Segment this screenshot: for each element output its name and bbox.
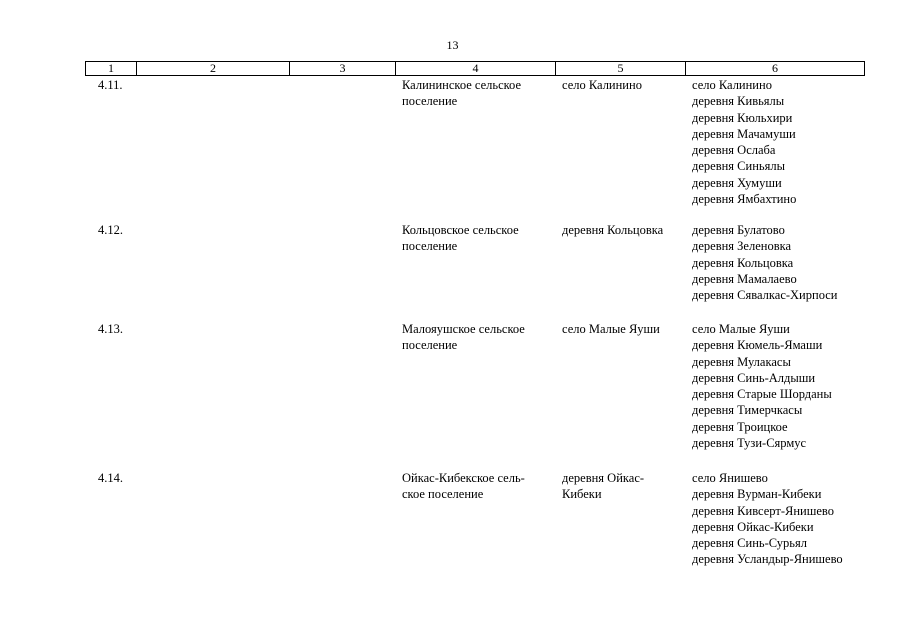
locality-item: деревня Ойкас-Кибеки xyxy=(692,519,814,534)
row-number: 4.12. xyxy=(98,223,123,237)
column-number-3: 3 xyxy=(290,62,396,76)
locality-item: деревня Синь-Алдыши xyxy=(692,370,816,385)
locality-item: деревня Тимерчкасы xyxy=(692,403,803,418)
row-number: 4.14. xyxy=(98,471,123,485)
row-number: 4.13. xyxy=(98,322,123,336)
settlement-name xyxy=(402,321,552,354)
administrative-center xyxy=(562,77,680,93)
locality-item: деревня Сявалкас-Хирпоси xyxy=(692,288,838,303)
administrative-center-line: деревня Кольцовка xyxy=(562,223,664,237)
locality-item: деревня Мулакасы xyxy=(692,354,791,369)
locality-item: деревня Старые Шорданы xyxy=(692,387,832,402)
locality-item: деревня Ямбахтино xyxy=(692,192,797,207)
locality-item: деревня Ослаба xyxy=(692,143,776,158)
locality-list xyxy=(692,470,892,568)
administrative-center xyxy=(562,321,680,337)
locality-item: деревня Усландыр-Янишево xyxy=(692,552,843,567)
settlement-name-line: поселение xyxy=(402,94,458,109)
locality-item: деревня Мачамуши xyxy=(692,126,796,141)
row-number: 4.11. xyxy=(98,78,123,92)
settlement-name-line: Малояушское сельское xyxy=(402,322,525,336)
table-row xyxy=(0,77,905,222)
settlement-name xyxy=(402,470,552,503)
column-number-header xyxy=(85,61,865,76)
locality-item: деревня Зеленовка xyxy=(692,239,792,254)
locality-list xyxy=(692,77,892,207)
column-number-1: 1 xyxy=(86,62,137,76)
locality-item: деревня Кивьялы xyxy=(692,94,785,109)
settlement-name-line: поселение xyxy=(402,239,458,254)
administrative-center-line: Кибеки xyxy=(562,487,602,502)
settlement-name xyxy=(402,77,552,110)
table-row xyxy=(0,321,905,470)
administrative-center-line: село Калинино xyxy=(562,78,642,92)
settlement-name-line: Кольцовское сельское xyxy=(402,223,519,237)
locality-item: деревня Синь-Сурьял xyxy=(692,536,807,551)
settlement-name-line: поселение xyxy=(402,338,458,353)
settlement-table-body xyxy=(0,77,905,580)
locality-list xyxy=(692,321,892,451)
administrative-center-line: село Малые Яуши xyxy=(562,322,660,336)
locality-item: деревня Кюльхири xyxy=(692,110,793,125)
table-row xyxy=(0,470,905,580)
locality-item: деревня Тузи-Сярмус xyxy=(692,436,807,451)
settlement-name-line: ское поселение xyxy=(402,487,484,502)
table-row xyxy=(0,222,905,321)
locality-item: деревня Кивсерт-Янишево xyxy=(692,503,834,518)
locality-item: деревня Булатово xyxy=(692,223,785,237)
settlement-name xyxy=(402,222,552,255)
locality-list xyxy=(692,222,892,303)
locality-item: село Малые Яуши xyxy=(692,322,790,336)
locality-item: деревня Хумуши xyxy=(692,175,782,190)
settlement-name-line: Калининское сельское xyxy=(402,78,522,92)
column-number-6: 6 xyxy=(686,62,865,76)
locality-item: деревня Кюмель-Ямаши xyxy=(692,338,823,353)
column-number-4: 4 xyxy=(396,62,556,76)
administrative-center xyxy=(562,470,680,503)
locality-item: село Калинино xyxy=(692,78,772,92)
locality-item: деревня Кольцовка xyxy=(692,255,794,270)
administrative-center xyxy=(562,222,680,238)
locality-item: деревня Вурман-Кибеки xyxy=(692,487,822,502)
locality-item: деревня Синьялы xyxy=(692,159,785,174)
settlement-name-line: Ойкас-Кибекское сель- xyxy=(402,471,525,485)
column-number-5: 5 xyxy=(556,62,686,76)
locality-item: деревня Мамалаево xyxy=(692,271,797,286)
administrative-center-line: деревня Ойкас- xyxy=(562,471,645,485)
column-number-2: 2 xyxy=(137,62,290,76)
locality-item: село Янишево xyxy=(692,471,768,485)
page-number: 13 xyxy=(446,38,459,52)
locality-item: деревня Троицкое xyxy=(692,419,788,434)
